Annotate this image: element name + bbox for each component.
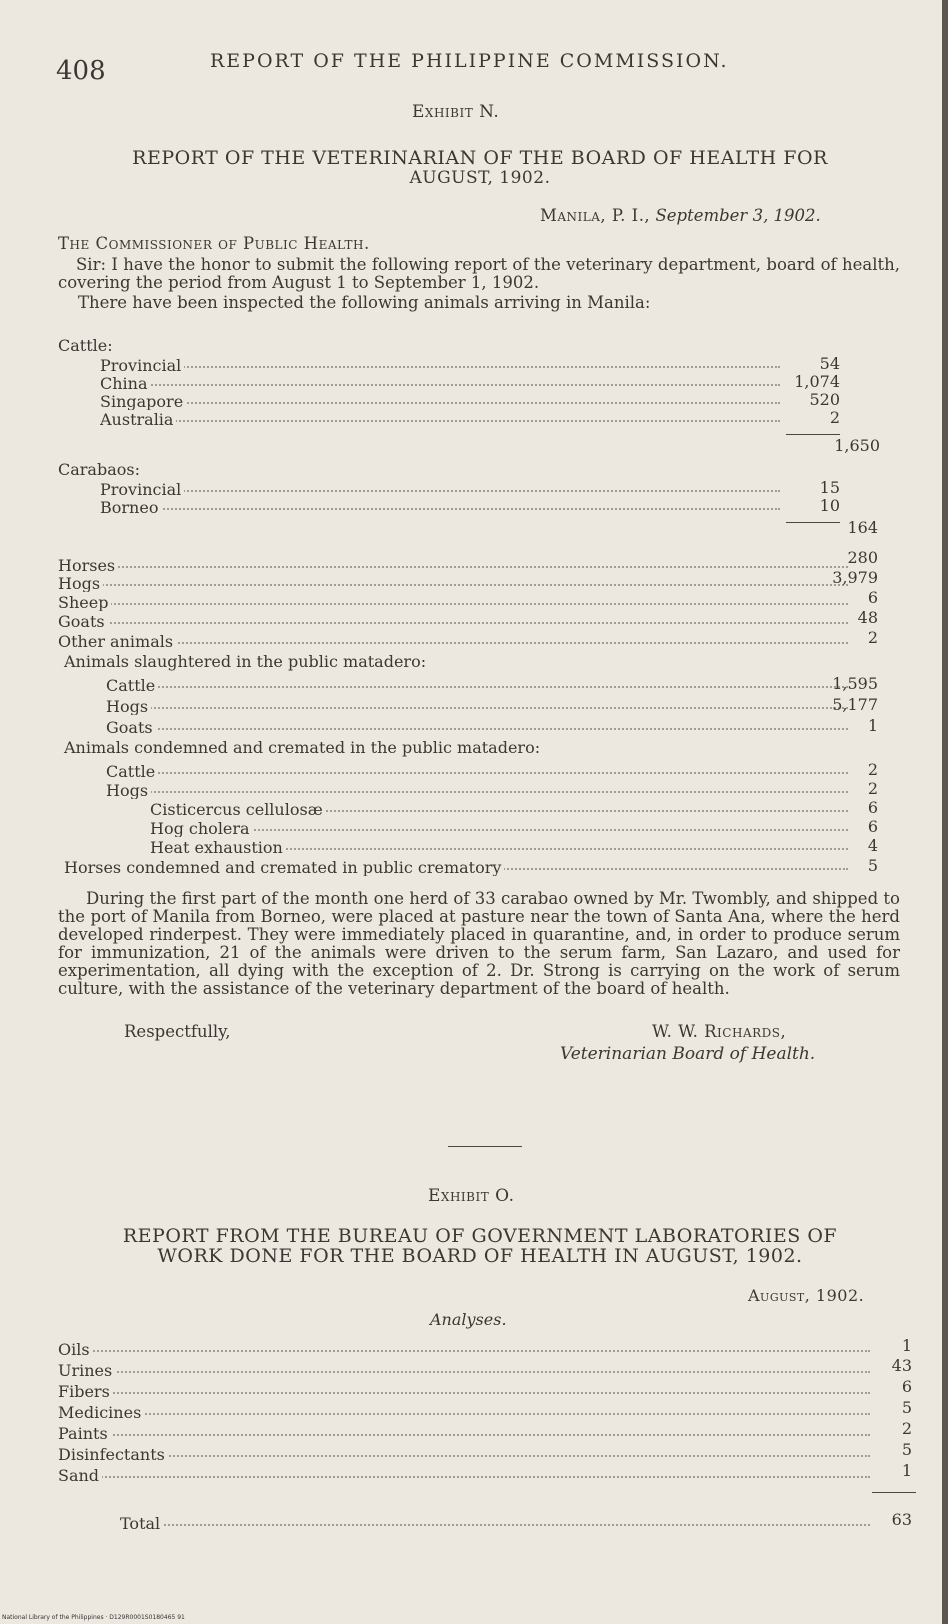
- cattle-heading: Cattle:: [58, 336, 113, 355]
- table-row: Sheep: [58, 593, 848, 611]
- exhibit-o-date: August, 1902.: [748, 1286, 865, 1305]
- table-row: Paints: [58, 1424, 870, 1442]
- signature-title: Veterinarian Board of Health.: [560, 1044, 816, 1064]
- table-row: Cattle: [106, 762, 848, 780]
- exhibit-o-label: Exhibit O.: [428, 1186, 515, 1206]
- table-row: Hog cholera: [150, 819, 848, 837]
- exhibit-o-title-line2: WORK DONE FOR THE BOARD OF HEALTH IN AUGUST, 1902.: [157, 1245, 803, 1267]
- row-value: 1: [867, 716, 878, 735]
- table-row: Hogs: [106, 697, 848, 715]
- total-row: Total: [120, 1514, 870, 1532]
- dateline-date: September 3, 1902.: [655, 206, 821, 225]
- row-value: 2: [867, 779, 878, 798]
- row-value: 2: [867, 760, 878, 779]
- table-row: Fibers: [58, 1382, 870, 1400]
- row-value: 1: [901, 1336, 912, 1355]
- carabaos-total: 164: [847, 518, 878, 537]
- table-row: Horses: [58, 556, 848, 574]
- row-value: 10: [819, 496, 840, 515]
- condemned-heading: Animals condemned and cremated in the public matadero:: [64, 738, 541, 757]
- row-value: 5: [901, 1440, 912, 1459]
- table-row: Cattle: [106, 676, 848, 694]
- exhibit-n-title-line2: AUGUST, 1902.: [409, 168, 551, 188]
- page-number: 408: [56, 56, 106, 86]
- table-row: Oils: [58, 1340, 870, 1358]
- table-row: Other animals: [58, 632, 848, 650]
- table-row: Cisticercus cellulosæ: [150, 800, 848, 818]
- table-row: Hogs: [106, 781, 848, 799]
- table-row: Hogs: [58, 574, 848, 592]
- row-value: 5,177: [832, 695, 878, 714]
- table-row: Horses condemned and cremated in public crematory: [64, 858, 848, 876]
- addressee: The Commissioner of Public Health.: [58, 234, 370, 253]
- row-value: 6: [867, 588, 878, 607]
- sum-rule: [872, 1492, 916, 1493]
- page-edge: [942, 0, 948, 1624]
- row-value: 6: [867, 817, 878, 836]
- row-value: 520: [809, 390, 840, 409]
- table-row: Urines: [58, 1361, 870, 1379]
- cattle-total: 1,650: [834, 436, 880, 455]
- slaughtered-heading: Animals slaughtered in the public matadero:: [64, 652, 427, 671]
- row-value: 54: [819, 354, 840, 373]
- table-row: Medicines: [58, 1403, 870, 1421]
- table-row: Disinfectants: [58, 1445, 870, 1463]
- exhibit-o-title: [60, 1226, 900, 1266]
- intro-line: There have been inspected the following animals arriving in Manila:: [78, 293, 651, 312]
- table-row: Goats: [58, 612, 848, 630]
- row-value: 2: [867, 628, 878, 647]
- row-value: 2: [829, 408, 840, 427]
- row-value: 3,979: [832, 568, 878, 587]
- running-title: REPORT OF THE PHILIPPINE COMMISSION.: [210, 50, 729, 72]
- table-row: Goats: [106, 718, 848, 736]
- sum-rule: [786, 434, 840, 435]
- table-row: Heat exhaustion: [150, 838, 848, 856]
- row-value: 1: [901, 1461, 912, 1480]
- table-row: Australia: [100, 410, 780, 428]
- exhibit-n-title-line1: REPORT OF THE VETERINARIAN OF THE BOARD OF HEALTH FOR: [132, 147, 828, 169]
- carabaos-heading: Carabaos:: [58, 460, 140, 479]
- row-value: 1,595: [832, 674, 878, 693]
- exhibit-n-label: Exhibit N.: [412, 102, 500, 122]
- closing: Respectfully,: [124, 1022, 231, 1041]
- row-value: 5: [867, 856, 878, 875]
- analyses-subheading: Analyses.: [430, 1310, 507, 1329]
- narrative-paragraph: During the first part of the month one herd of 33 carabao owned by Mr. Twombly, and shipped to the port of Manila from Borneo, were placed at pasture near the town of Santa Ana, where the herd developed rinderpest. They were immediately placed in quarantine, and, in order to produce serum for immunization, 21 of the animals were driven to the serum farm, San Lazaro, and used for experimentation, all dying with the exception of 2. Dr. Strong is carrying on the work of serum culture, with the assistance of the veterinary department of the board of health.: [58, 889, 900, 998]
- total-value: 63: [891, 1510, 912, 1529]
- table-row: Provincial: [100, 356, 780, 374]
- dateline-place: Manila, P. I.,: [540, 206, 651, 225]
- row-value: 43: [891, 1356, 912, 1375]
- row-value: 4: [867, 836, 878, 855]
- row-value: 6: [901, 1377, 912, 1396]
- table-row: Borneo: [100, 498, 780, 516]
- table-row: China: [100, 374, 780, 392]
- row-value: 2: [901, 1419, 912, 1438]
- archive-footer: National Library of the Philippines · D129R0001S0180465 91: [2, 1614, 185, 1621]
- row-value: 48: [857, 608, 878, 627]
- row-value: 6: [867, 798, 878, 817]
- table-row: Singapore: [100, 392, 780, 410]
- exhibit-o-title-line1: REPORT FROM THE BUREAU OF GOVERNMENT LABORATORIES OF: [122, 1225, 838, 1247]
- salutation-paragraph: Sir: I have the honor to submit the following report of the veterinary department, board of health, covering the period from August 1 to September 1, 1902.: [58, 255, 900, 292]
- dateline: [540, 206, 821, 225]
- table-row: Sand: [58, 1466, 870, 1484]
- row-value: 15: [819, 478, 840, 497]
- section-divider: [448, 1146, 522, 1147]
- signature-name: W. W. Richards,: [652, 1022, 787, 1041]
- exhibit-n-title: [60, 148, 900, 188]
- row-value: 280: [847, 548, 878, 567]
- row-value: 5: [901, 1398, 912, 1417]
- table-row: Provincial: [100, 480, 780, 498]
- row-value: 1,074: [794, 372, 840, 391]
